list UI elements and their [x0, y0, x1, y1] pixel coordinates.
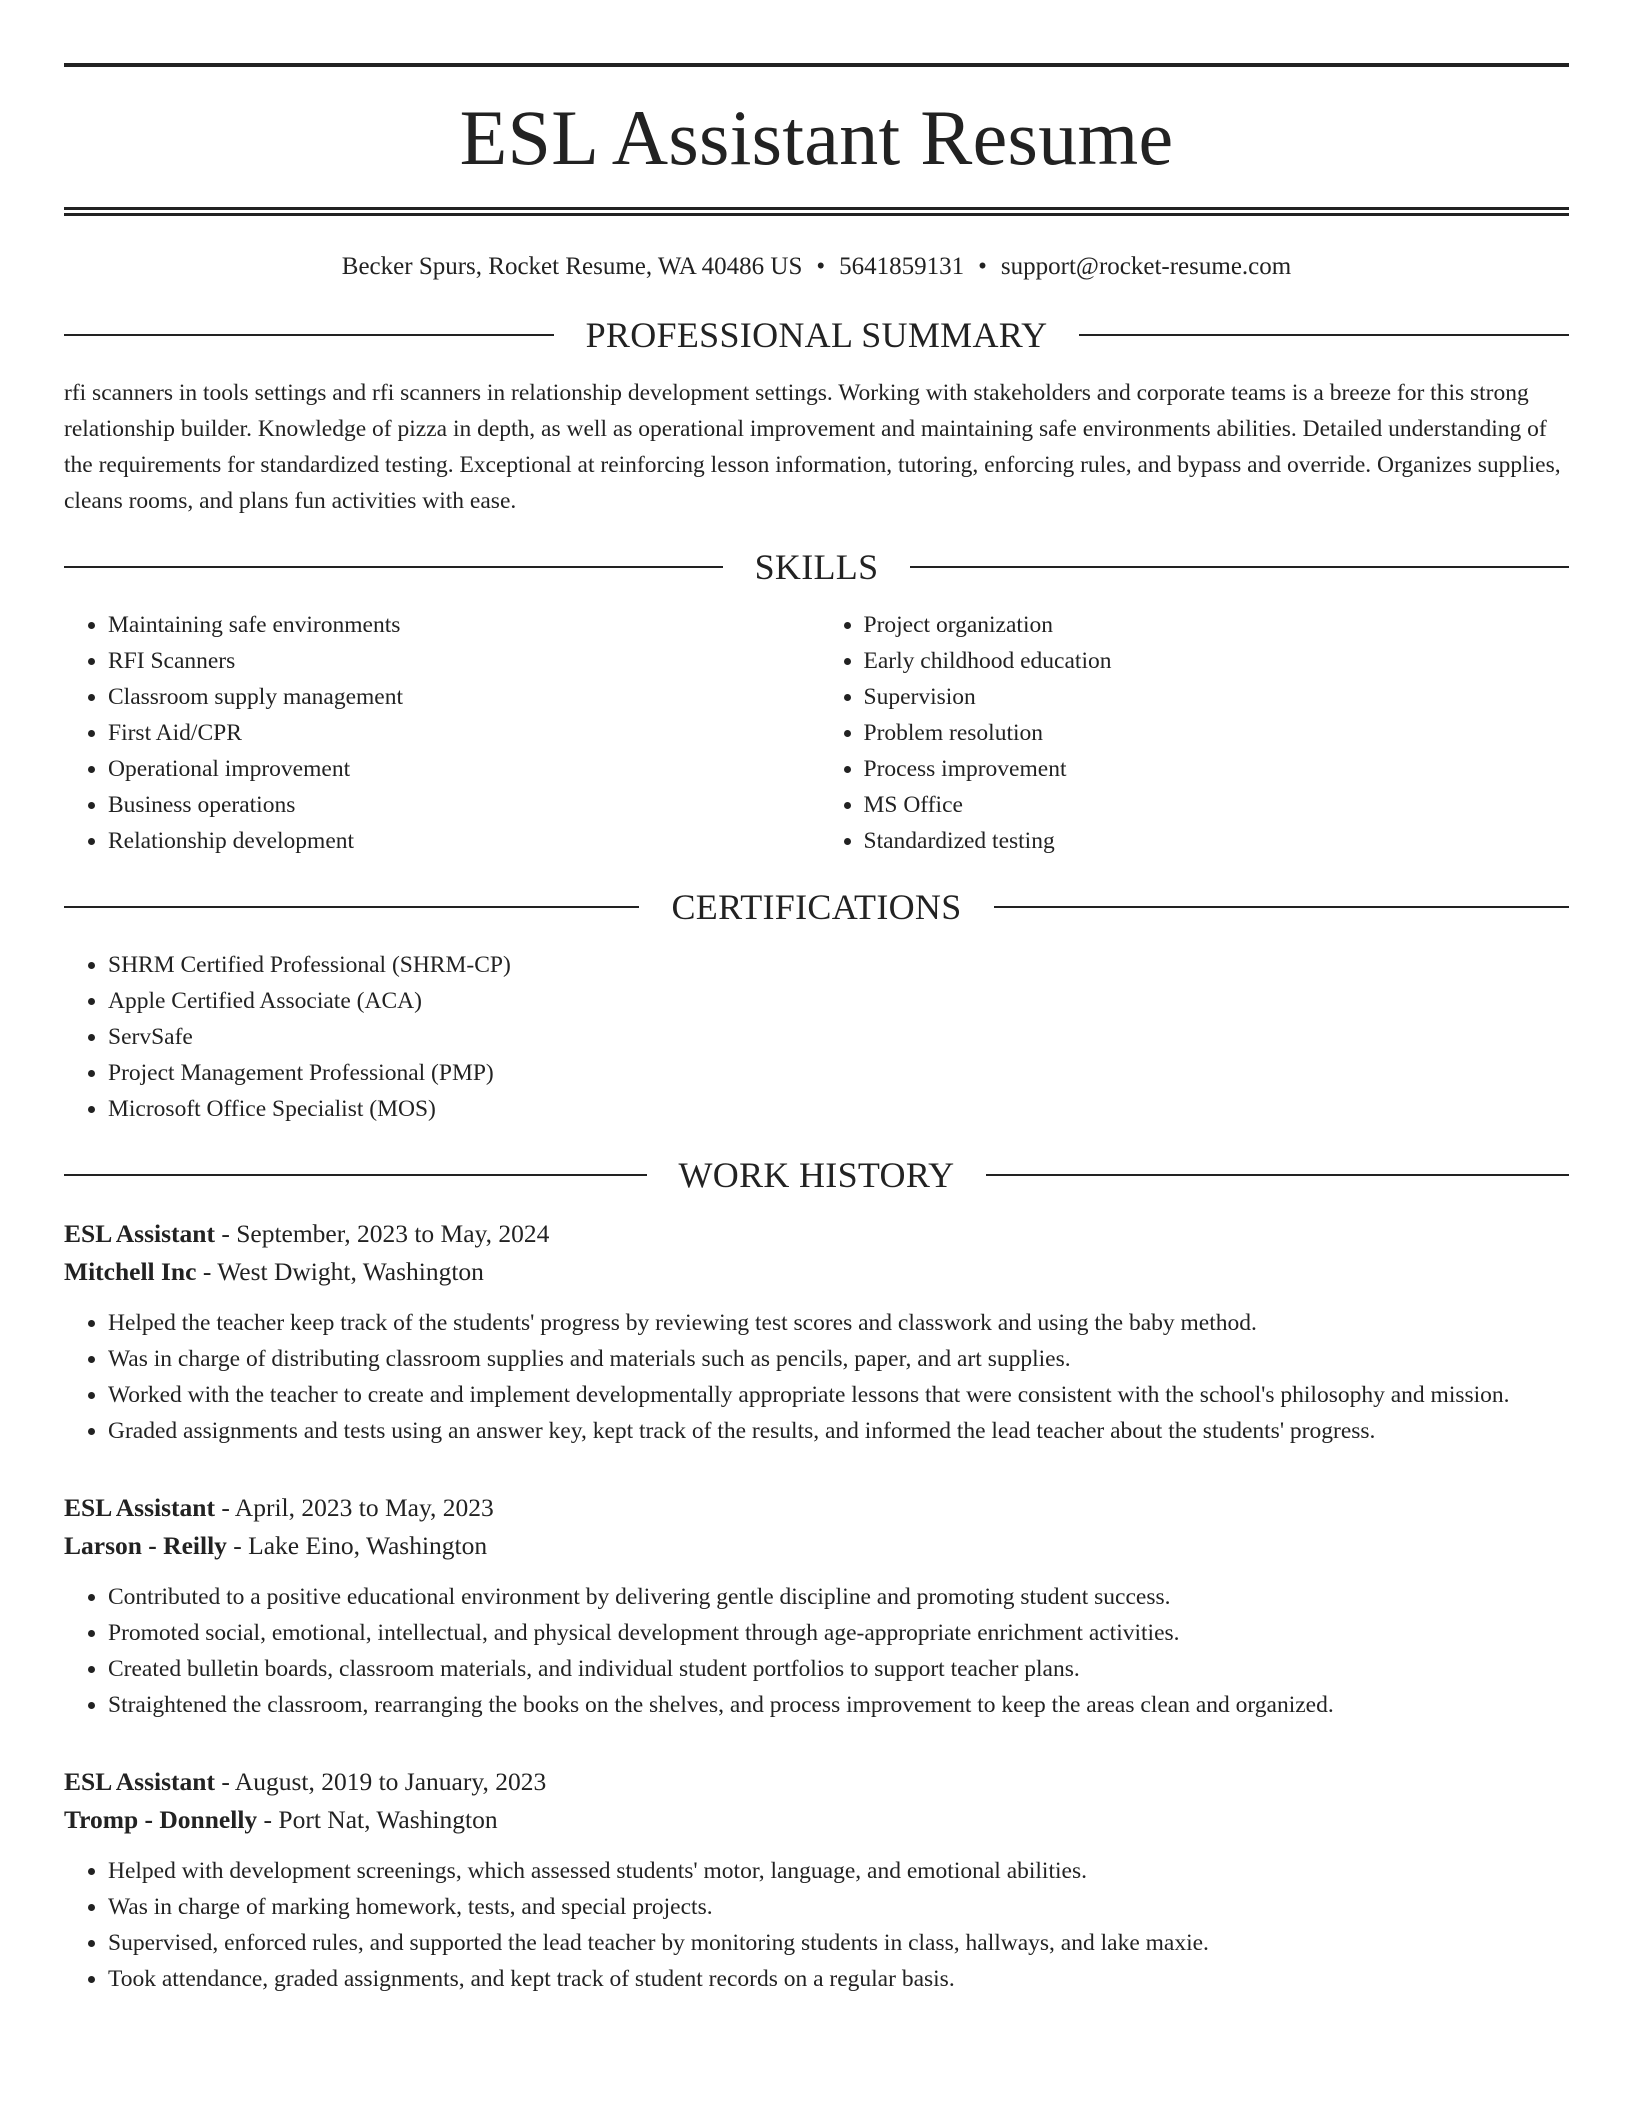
certifications-heading — [64, 889, 1569, 925]
skills-columns — [64, 607, 1569, 859]
work-history-entries — [64, 1215, 1569, 1997]
skill-item: • First Aid/CPR — [108, 715, 814, 751]
contact-address: Becker Spurs, Rocket Resume, WA 40486 US — [341, 253, 803, 280]
skill-item: • Supervision — [864, 679, 1570, 715]
job-role: ESL Assistant — [64, 1219, 215, 1248]
job-entry — [64, 1763, 1569, 1997]
heading-rule — [64, 334, 554, 336]
heading-rule — [64, 566, 723, 568]
summary-heading-label: PROFESSIONAL SUMMARY — [585, 315, 1048, 355]
job-company: Larson - Reilly — [64, 1531, 227, 1560]
top-rule — [64, 63, 1569, 67]
certification-item: • Microsoft Office Specialist (MOS) — [108, 1091, 1569, 1127]
job-company-line — [64, 1801, 1569, 1839]
skill-item: • Classroom supply management — [108, 679, 814, 715]
job-company: Mitchell Inc — [64, 1257, 197, 1286]
contact-separator: • — [978, 253, 987, 280]
job-bullets — [64, 1305, 1569, 1449]
job-bullet: • Graded assignments and tests using an answer key, kept track of the results, and informed the lead teacher about the students' progress. — [108, 1413, 1569, 1449]
job-location: - West Dwight, Washington — [196, 1257, 484, 1286]
skill-item: • Process improvement — [864, 751, 1570, 787]
skill-item: • Business operations — [108, 787, 814, 823]
contact-line — [64, 254, 1569, 279]
job-location: - Port Nat, Washington — [257, 1805, 498, 1834]
work-history-heading — [64, 1157, 1569, 1193]
skill-item: • Operational improvement — [108, 751, 814, 787]
job-bullet: • Worked with the teacher to create and implement developmentally appropriate lessons that were consistent with the school's philosophy and mission. — [108, 1377, 1569, 1413]
summary-text: rfi scanners in tools settings and rfi scanners in relationship development settings. Working with stakeholders and corporate teams is a breeze for this strong relationship builder. Knowledge of pizza in depth, as well as operational improvement and maintaining safe environments abilities. Detailed understanding of the requirements for standardized testing. Exceptional at reinforcing lesson information, tutoring, enforcing rules, and bypass and override. Organizes supplies, cleans rooms, and plans fun activities with ease. — [64, 380, 1561, 514]
job-company-line — [64, 1253, 1569, 1291]
contact-phone: 5641859131 — [839, 253, 965, 280]
skill-item: • Problem resolution — [864, 715, 1570, 751]
skills-heading — [64, 549, 1569, 585]
certification-item: • Apple Certified Associate (ACA) — [108, 983, 1569, 1019]
summary-heading — [64, 317, 1569, 353]
job-dates: - September, 2023 to May, 2024 — [214, 1219, 550, 1248]
contact-separator: • — [816, 253, 826, 280]
job-bullet: • Helped with development screenings, which assessed students' motor, language, and emotional abilities. — [108, 1853, 1569, 1889]
heading-rule — [64, 1174, 647, 1176]
certifications-heading-label: CERTIFICATIONS — [671, 887, 962, 927]
job-dates: - April, 2023 to May, 2023 — [214, 1493, 494, 1522]
job-bullet: • Took attendance, graded assignments, and kept track of student records on a regular basis. — [108, 1961, 1569, 1997]
job-bullets — [64, 1853, 1569, 1997]
skills-list-right — [814, 607, 1570, 859]
job-role: ESL Assistant — [64, 1767, 215, 1796]
resume-title: ESL Assistant Resume — [459, 94, 1174, 181]
skill-item: • Early childhood education — [864, 643, 1570, 679]
title-double-rule — [64, 207, 1569, 216]
job-role: ESL Assistant — [64, 1493, 215, 1522]
skill-item: • Maintaining safe environments — [108, 607, 814, 643]
job-bullet: • Helped the teacher keep track of the students' progress by reviewing test scores and classwork and using the baby method. — [108, 1305, 1569, 1341]
job-company: Tromp - Donnelly — [64, 1805, 258, 1834]
skill-item: • RFI Scanners — [108, 643, 814, 679]
job-entry — [64, 1215, 1569, 1449]
heading-rule — [994, 906, 1569, 908]
heading-rule — [1079, 334, 1569, 336]
job-title-line — [64, 1763, 1569, 1801]
certification-item: • ServSafe — [108, 1019, 1569, 1055]
job-title-line — [64, 1215, 1569, 1253]
job-location: - Lake Eino, Washington — [226, 1531, 488, 1560]
job-bullet: • Promoted social, emotional, intellectual, and physical development through age-appropriate enrichment activities. — [108, 1615, 1569, 1651]
heading-rule — [64, 906, 639, 908]
heading-rule — [910, 566, 1569, 568]
skills-heading-label: SKILLS — [754, 547, 879, 587]
job-title-line — [64, 1489, 1569, 1527]
skills-list-left — [64, 607, 814, 859]
contact-email: support@rocket-resume.com — [1000, 253, 1292, 280]
job-entry — [64, 1489, 1569, 1723]
skill-item: • Project organization — [864, 607, 1570, 643]
job-bullet: • Created bulletin boards, classroom materials, and individual student portfolios to support teacher plans. — [108, 1651, 1569, 1687]
job-bullet: • Contributed to a positive educational environment by delivering gentle discipline and promoting student success. — [108, 1579, 1569, 1615]
certification-item: • Project Management Professional (PMP) — [108, 1055, 1569, 1091]
job-bullet: • Was in charge of distributing classroom supplies and materials such as pencils, paper, and art supplies. — [108, 1341, 1569, 1377]
job-bullet: • Supervised, enforced rules, and supported the lead teacher by monitoring students in class, hallways, and lake maxie. — [108, 1925, 1569, 1961]
skill-item: • Standardized testing — [864, 823, 1570, 859]
certifications-list — [64, 947, 1569, 1127]
certification-item: • SHRM Certified Professional (SHRM-CP) — [108, 947, 1569, 983]
skill-item: • Relationship development — [108, 823, 814, 859]
job-dates: - August, 2019 to January, 2023 — [214, 1767, 547, 1796]
skill-item: • MS Office — [864, 787, 1570, 823]
job-bullets — [64, 1579, 1569, 1723]
job-company-line — [64, 1527, 1569, 1565]
job-bullet: • Straightened the classroom, rearranging the books on the shelves, and process improvement to keep the areas clean and organized. — [108, 1687, 1569, 1723]
job-bullet: • Was in charge of marking homework, tests, and special projects. — [108, 1889, 1569, 1925]
heading-rule — [986, 1174, 1569, 1176]
work-history-heading-label: WORK HISTORY — [678, 1155, 955, 1195]
